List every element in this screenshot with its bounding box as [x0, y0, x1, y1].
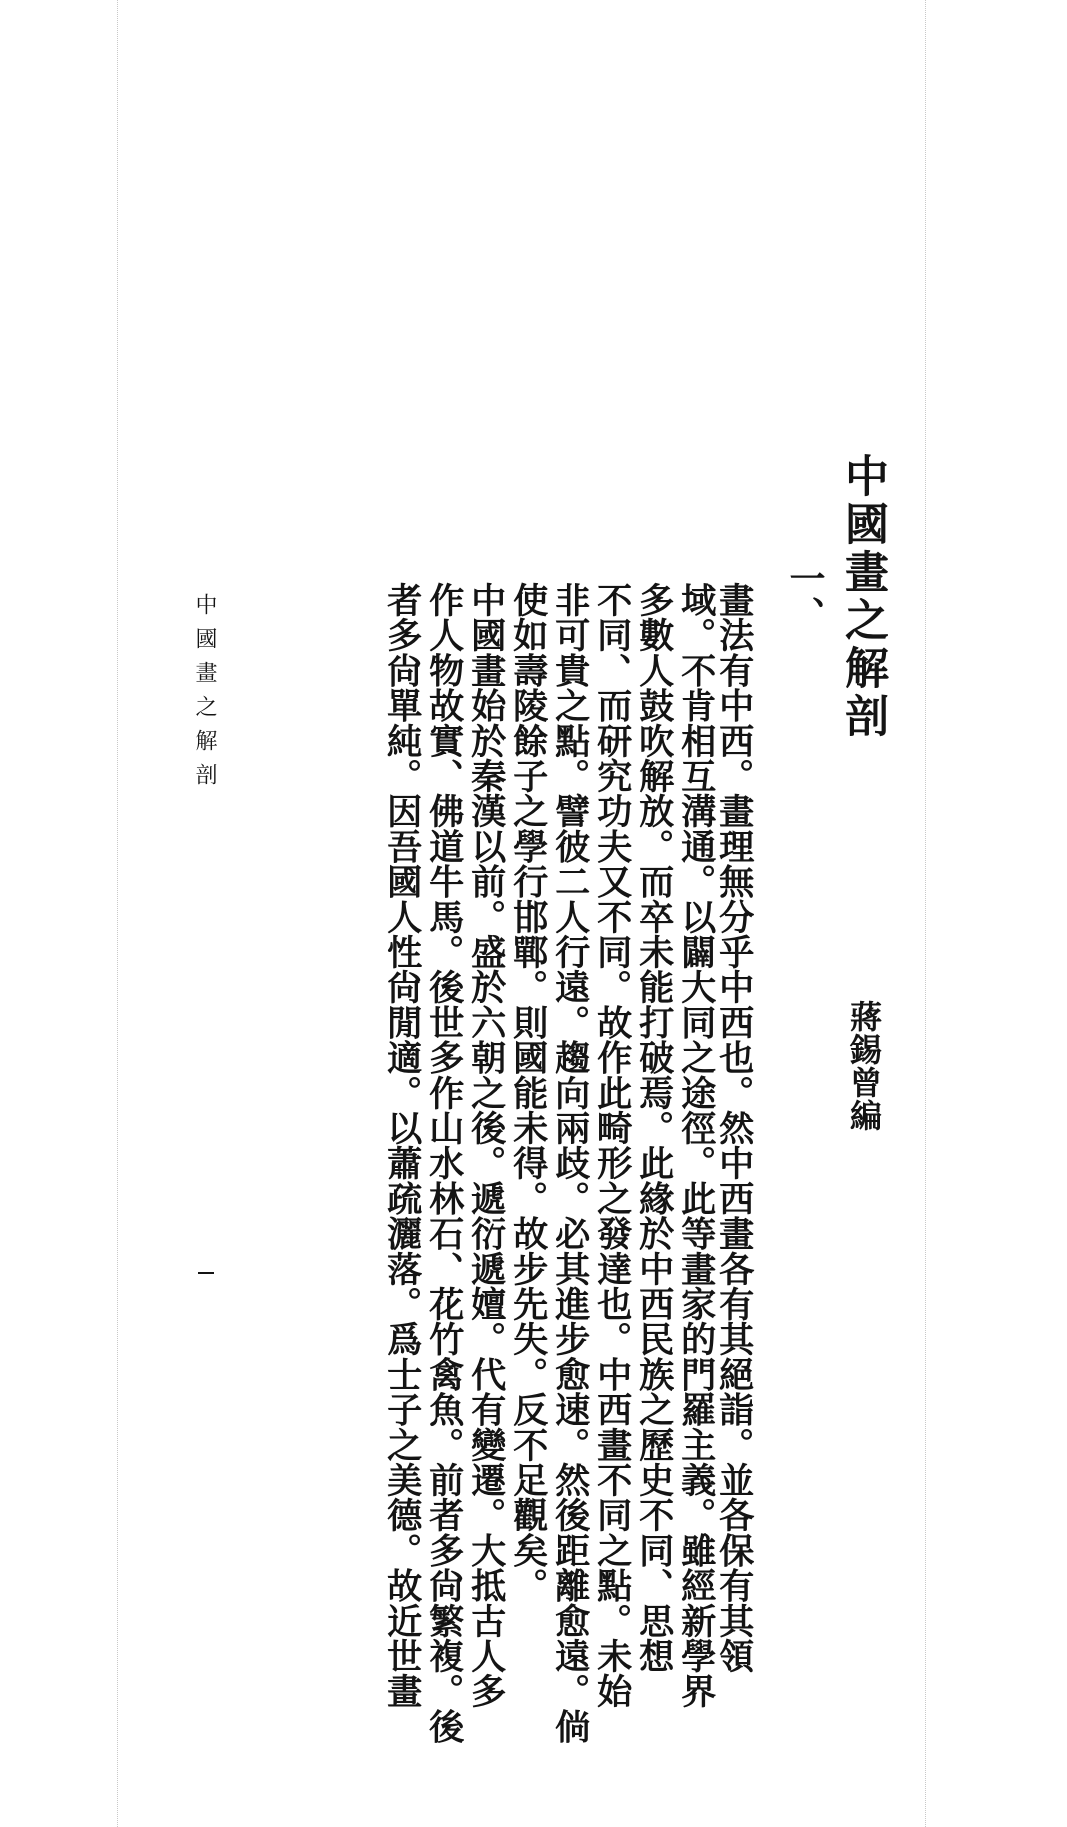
body-column-2: 域。不肯相互溝通。以闢大同之途徑。此等畫家的門羅主義。雖經新學界	[675, 582, 717, 1709]
page-title: 中國畫之解剖	[837, 453, 888, 741]
body-column-8: 作人物故實、佛道牛馬。後世多作山水林石、花竹禽魚。前者多尙繁複。後	[423, 582, 465, 1744]
body-column-4: 不同、而研究功夫又不同。故作此畸形之發達也。中西畫不同之點。未始	[591, 582, 633, 1709]
page-number-mark	[198, 1272, 214, 1274]
body-column-9: 者多尙單純。因吾國人性尙閒適。以蕭疏灑落。爲士子之美德。故近世畫	[381, 582, 423, 1709]
body-column-5: 非可貴之點。譬彼二人行遠。趨向兩歧。必其進步愈速。然後距離愈遠。倘	[549, 582, 591, 1744]
body-column-6: 使如壽陵餘子之學行邯鄲。則國能未得。故步先失。反不足觀矣。	[507, 582, 549, 1603]
right-dotted-guide	[925, 0, 926, 1827]
body-column-1: 畫法有中西。畫理無分乎中西也。然中西畫各有其絕詣。並各保有其領	[713, 582, 755, 1674]
body-column-7: 中國畫始於秦漢以前。盛於六朝之後。遞衍遞嬗。代有變遷。大抵古人多	[465, 582, 507, 1709]
left-dotted-guide	[117, 0, 118, 1827]
body-column-3: 多數人鼓吹解放。而卒未能打破焉。此緣於中西民族之歷史不同、思想	[633, 582, 675, 1674]
running-footer-title: 中國畫之解剖	[192, 593, 217, 797]
section-number: 一、	[784, 560, 826, 632]
author-credit: 蔣錫曾編	[845, 1000, 883, 1132]
